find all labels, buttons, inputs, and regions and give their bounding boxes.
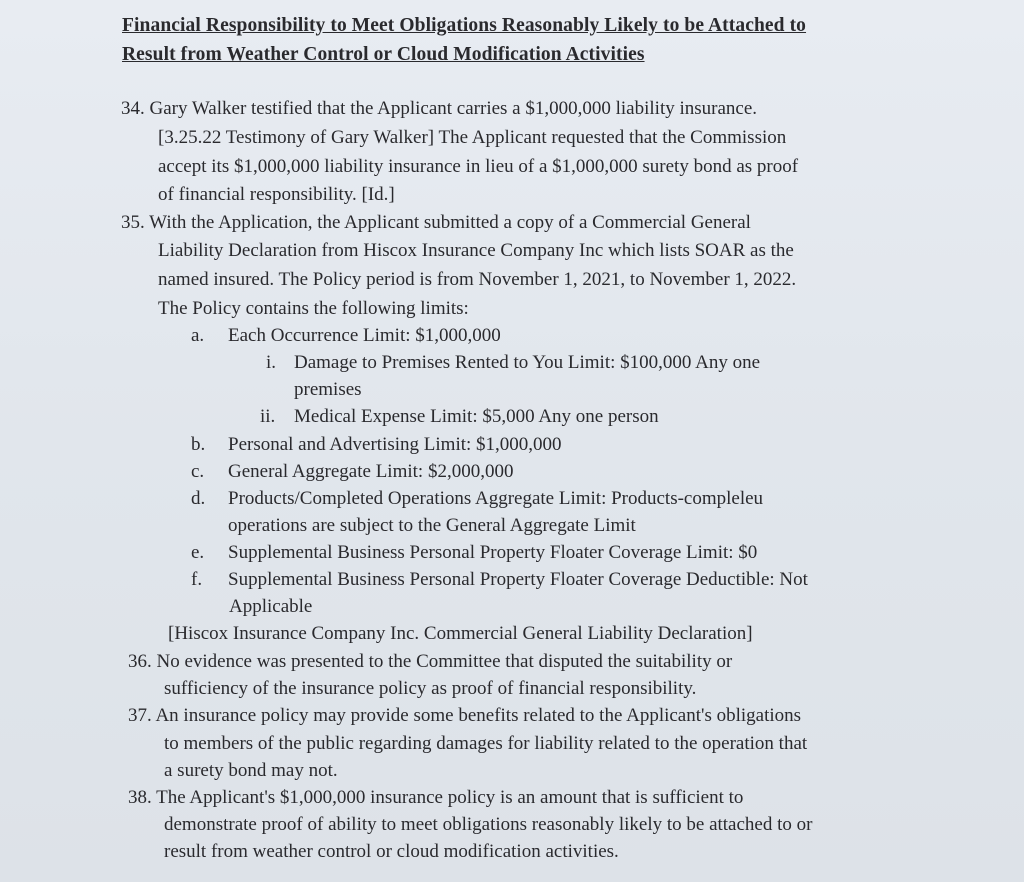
para-37-line-2: to members of the public regarding damages for liability related to the operation that xyxy=(164,733,808,754)
para-36-line-1: 36. No evidence was presented to the Committee that disputed the suitability or xyxy=(128,651,733,672)
para-38-line-1: 38. The Applicant's $1,000,000 insurance policy is an amount that is sufficient to xyxy=(128,787,744,808)
list-item-d: d. Products/Completed Operations Aggregate Limit: Products-compleleu xyxy=(191,488,764,509)
para-35-line-2: Liability Declaration from Hiscox Insurance Company Inc which lists SOAR as the xyxy=(158,240,794,261)
list-item-f-cont: Applicable xyxy=(229,596,313,617)
para-34-line-1: 34. Gary Walker testified that the Applicant carries a $1,000,000 liability insurance. xyxy=(121,98,758,119)
para-34-number: 34. xyxy=(121,98,145,119)
para-36-number: 36. xyxy=(128,651,152,672)
para-38-number: 38. xyxy=(128,787,152,808)
para-35-line-4: The Policy contains the following limits: xyxy=(158,298,469,319)
heading-line-1: Financial Responsibility to Meet Obligations Reasonably Likely to be Attached to xyxy=(122,15,807,36)
list-item-c: c. General Aggregate Limit: $2,000,000 xyxy=(191,461,514,482)
citation: [Hiscox Insurance Company Inc. Commercial General Liability Declaration] xyxy=(168,623,753,644)
para-36-line-2: sufficiency of the insurance policy as proof of financial responsibility. xyxy=(164,678,697,699)
para-37-line-3: a surety bond may not. xyxy=(164,760,338,781)
para-35-line-1: 35. With the Application, the Applicant submitted a copy of a Commercial General xyxy=(121,212,751,233)
para-38-line-2: demonstrate proof of ability to meet obligations reasonably likely to be attached to or xyxy=(164,814,813,835)
list-item-f: f. Supplemental Business Personal Property Floater Coverage Deductible: Not xyxy=(191,569,808,590)
para-38-line-3: result from weather control or cloud modification activities. xyxy=(164,841,619,862)
section-heading xyxy=(122,11,912,69)
para-37-number: 37. xyxy=(128,705,152,726)
list-item-a-i-cont: premises xyxy=(294,379,362,400)
para-34-line-3: accept its $1,000,000 liability insurance in lieu of a $1,000,000 surety bond as proof xyxy=(158,156,799,177)
list-item-d-cont: operations are subject to the General Aggregate Limit xyxy=(228,515,636,536)
list-item-a-i: i. Damage to Premises Rented to You Limit: $100,000 Any one xyxy=(266,352,761,373)
para-34-line-2: [3.25.22 Testimony of Gary Walker] The Applicant requested that the Commission xyxy=(158,127,787,148)
list-item-b: b. Personal and Advertising Limit: $1,000,000 xyxy=(191,434,562,455)
heading-line-2: Result from Weather Control or Cloud Modification Activities xyxy=(122,44,645,65)
list-item-a-ii: ii. Medical Expense Limit: $5,000 Any one person xyxy=(260,406,659,427)
list-item-a: a. Each Occurrence Limit: $1,000,000 xyxy=(191,325,501,346)
para-35-line-3: named insured. The Policy period is from November 1, 2021, to November 1, 2022. xyxy=(158,269,797,290)
para-37-line-1: 37. An insurance policy may provide some benefits related to the Applicant's obligations xyxy=(128,705,802,726)
para-35-number: 35. xyxy=(121,212,145,233)
para-34-line-4: of financial responsibility. [Id.] xyxy=(158,184,395,205)
list-item-e: e. Supplemental Business Personal Property Floater Coverage Limit: $0 xyxy=(191,542,758,563)
